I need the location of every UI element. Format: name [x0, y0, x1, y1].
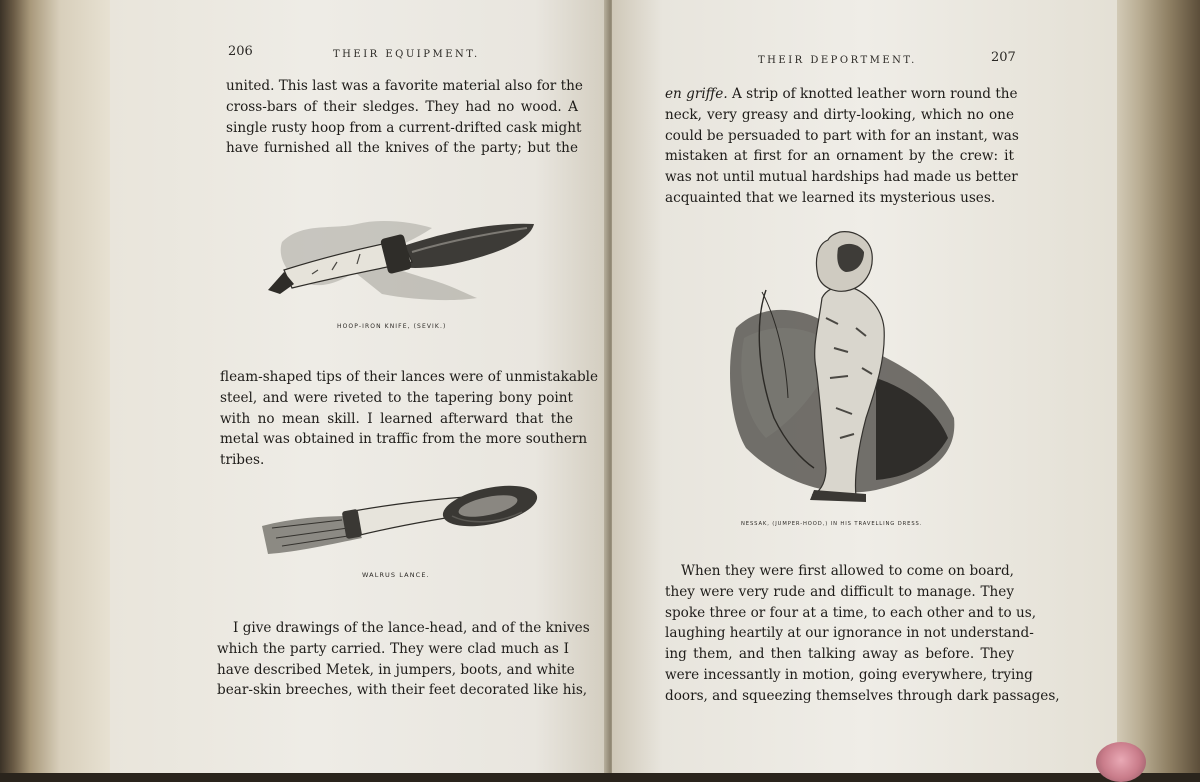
left-paragraph-3	[217, 618, 590, 701]
hoop-iron-knife-illustration	[262, 212, 542, 307]
text-line: laughing heartily at our ignorance in not understand-	[665, 625, 1034, 642]
text-line: fleam-shaped tips of their lances were of unmistakable	[220, 369, 599, 385]
figure-caption-hoop-iron-knife: HOOP-IRON KNIFE, (SEVIK.)	[337, 323, 447, 330]
left-page-number: 206	[228, 44, 253, 59]
text-line: have furnished all the knives of the party; but the	[226, 140, 578, 157]
left-paragraph-1	[226, 76, 583, 159]
text-line: they were very rude and difficult to manage. They	[665, 583, 1014, 600]
nessak-figure-illustration	[726, 228, 958, 513]
text-line: could be persuaded to part with for an instant, was	[665, 127, 1019, 144]
figure-caption-nessak: NESSAK, (JUMPER-HOOD,) IN HIS TRAVELLING DRESS.	[741, 521, 923, 527]
text-line: doors, and squeezing themselves through dark passages,	[665, 687, 1060, 704]
text-line: When they were first allowed to come on board,	[681, 563, 1014, 579]
right-paragraph-1	[665, 84, 1019, 209]
right-paragraph-2	[665, 561, 1060, 707]
left-running-head: THEIR EQUIPMENT.	[333, 49, 480, 60]
text-line: was not until mutual hardships had made us better	[665, 169, 1018, 186]
text-line: single rusty hoop from a current-drifted cask might	[226, 119, 582, 136]
text-line: with no mean skill. I learned afterward that the	[220, 410, 573, 427]
text-line: neck, very greasy and dirty-looking, which no one	[665, 106, 1014, 123]
left-paragraph-2	[220, 367, 599, 471]
thumb-finger	[1096, 742, 1146, 782]
text-line: tribes.	[220, 452, 265, 469]
text-line: ing them, and then talking away as before. They	[665, 646, 1014, 663]
text-line: acquainted that we learned its mysterious uses.	[665, 189, 996, 206]
text-line: I give drawings of the lance-head, and of the knives	[233, 620, 590, 636]
text-line: were incessantly in motion, going everywhere, trying	[665, 666, 1033, 683]
text-line: mistaken at first for an ornament by the crew: it	[665, 148, 1014, 165]
text-line: bear-skin breeches, with their feet decorated like his,	[217, 682, 588, 699]
text-line: united. This last was a favorite material also for the	[226, 78, 583, 94]
text-line: steel, and were riveted to the tapering bony point	[220, 389, 573, 406]
text-line: metal was obtained in traffic from the more southern	[220, 431, 588, 448]
figure-caption-walrus-lance: WALRUS LANCE.	[362, 571, 430, 579]
text-line: spoke three or four at a time, to each other and to us,	[665, 604, 1037, 621]
text-line: have described Metek, in jumpers, boots, and white	[217, 661, 575, 678]
walrus-lance-illustration	[252, 482, 542, 562]
right-running-head: THEIR DEPORTMENT.	[758, 55, 917, 66]
text-line: which the party carried. They were clad much as I	[217, 640, 569, 657]
text-line: en griffe. A strip of knotted leather worn round the	[665, 86, 1018, 102]
book-edge-right	[1110, 0, 1200, 773]
right-page-number: 207	[991, 50, 1016, 65]
text-line: cross-bars of their sledges. They had no wood. A	[226, 98, 578, 115]
